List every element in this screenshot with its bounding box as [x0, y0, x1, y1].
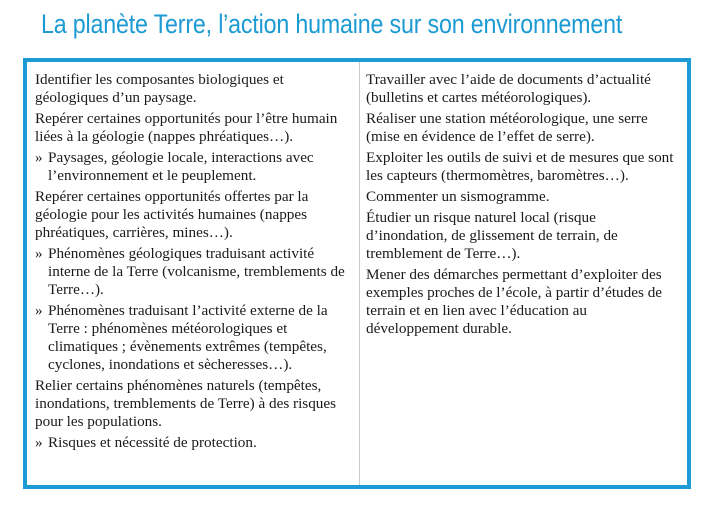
paragraph: Commenter un sismogramme.: [366, 188, 550, 205]
paragraph: Exploiter les outils de suivi et de mesures que sont les capteurs (thermomètres, baromètres…).: [366, 149, 674, 184]
bullet-item: [35, 434, 353, 452]
left-column: [27, 62, 359, 485]
paragraph: Réaliser une station météorologique, une serre (mise en évidence de l’effet de serre).: [366, 110, 648, 145]
right-column: [359, 62, 687, 485]
paragraph: Repérer certaines opportunités pour l’être humain liées à la géologie (nappes phréatiques…).: [35, 110, 338, 145]
paragraph: Relier certains phénomènes naturels (tempêtes, inondations, tremblements de Terre) à des risques pour les populations.: [35, 377, 337, 430]
bullet-text: Phénomènes traduisant l’activité externe de la Terre : phénomènes météorologiques et climatiques ; évènements extrêmes (tempêtes, cyclones, inondations et sècheresses…).: [48, 302, 328, 373]
paragraph: Repérer certaines opportunités offertes par la géologie pour les activités humaines (nappes phréatiques, carrières, mines…).: [35, 188, 309, 241]
bullet-marker: »: [35, 245, 43, 262]
bullet-item: [35, 149, 353, 185]
bullet-text: Paysages, géologie locale, interactions avec l’environnement et le peuplement.: [48, 149, 314, 184]
bullet-text: Phénomènes géologiques traduisant activité interne de la Terre (volcanisme, tremblements de Terre…).: [48, 245, 345, 298]
page-title: La planète Terre, l’action humaine sur son environnement: [41, 9, 623, 39]
paragraph: Identifier les composantes biologiques et géologiques d’un paysage.: [35, 71, 284, 106]
bullet-text: Risques et nécessité de protection.: [48, 434, 257, 451]
paragraph: Mener des démarches permettant d’exploiter des exemples proches de l’école, à partir d’études de terrain et en lien avec l’éducation au développement durable.: [366, 266, 663, 337]
bullet-item: [35, 245, 353, 299]
paragraph: Étudier un risque naturel local (risque d’inondation, de glissement de terrain, de tremblement de Terre…).: [366, 209, 618, 262]
content-table: [23, 58, 691, 489]
bullet-marker: »: [35, 149, 43, 166]
bullet-marker: »: [35, 302, 43, 319]
bullet-marker: »: [35, 434, 43, 451]
paragraph: Travailler avec l’aide de documents d’actualité (bulletins et cartes météorologiques).: [366, 71, 651, 106]
bullet-item: [35, 302, 353, 374]
